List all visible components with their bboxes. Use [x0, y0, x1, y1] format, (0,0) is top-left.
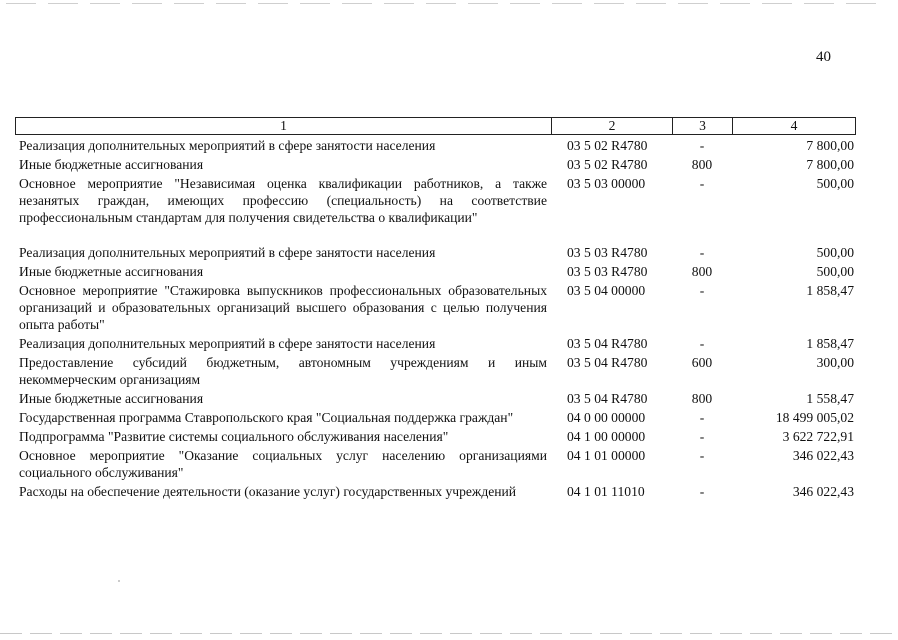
row-amount: 7 800,00: [806, 157, 854, 172]
row-code: 03 5 03 R4780: [567, 264, 648, 279]
row-amount: 3 622 722,91: [782, 429, 854, 444]
row-spacer: [15, 226, 856, 242]
row-amount: 346 022,43: [792, 484, 854, 499]
table-row: [15, 335, 856, 352]
row-name: Подпрограмма "Развитие системы социального обслуживания населения": [19, 429, 449, 444]
row-expense-type: 800: [691, 391, 713, 406]
row-name: Государственная программа Ставропольского края "Социальная поддержка граждан": [19, 410, 514, 425]
row-expense-type: 600: [691, 355, 713, 370]
row-code: 03 5 04 R4780: [567, 355, 648, 370]
table-row: [15, 447, 856, 481]
column-header-4: 4: [790, 118, 798, 133]
table-row: [15, 156, 856, 173]
row-expense-type: -: [699, 138, 705, 153]
row-expense-type: -: [699, 410, 705, 425]
row-code: 03 5 03 00000: [567, 176, 646, 191]
page-number: 40: [816, 49, 831, 65]
row-name: Расходы на обеспечение деятельности (оказание услуг) государственных учреждений: [19, 484, 517, 499]
row-amount: 1 558,47: [806, 391, 854, 406]
row-amount: 500,00: [816, 264, 854, 279]
row-name: Реализация дополнительных мероприятий в сфере занятости населения: [19, 138, 436, 153]
column-header-1: 1: [16, 118, 552, 134]
table-row: [15, 390, 856, 407]
row-amount: 500,00: [816, 245, 854, 260]
row-code: 03 5 02 R4780: [567, 157, 648, 172]
row-name: Иные бюджетные ассигнования: [19, 391, 204, 406]
row-expense-type: -: [699, 283, 705, 298]
row-amount: 500,00: [816, 176, 854, 191]
row-amount: 300,00: [816, 355, 854, 370]
row-expense-type: -: [699, 245, 705, 260]
row-code: 04 1 00 00000: [567, 429, 646, 444]
table-row: [15, 175, 856, 226]
row-expense-type: -: [699, 176, 705, 191]
row-name: Реализация дополнительных мероприятий в сфере занятости населения: [19, 245, 436, 260]
column-header-3: 3: [673, 118, 733, 134]
row-amount: 18 499 005,02: [775, 410, 854, 425]
row-name: Основное мероприятие "Независимая оценка квалификации работников, а также незанятых граждан, имеющих профессию (специальность) на соответствие профессиональным стандартам для получения свидетельства о квалификации": [19, 176, 547, 225]
row-code: 03 5 02 R4780: [567, 138, 648, 153]
table-row: [15, 263, 856, 280]
column-header-2: 2: [552, 118, 673, 134]
table-row: [15, 428, 856, 445]
row-expense-type: 800: [691, 264, 713, 279]
row-name: Иные бюджетные ассигнования: [19, 157, 204, 172]
row-code: 04 1 01 11010: [567, 484, 645, 499]
table-row: [15, 354, 856, 388]
row-expense-type: 800: [691, 157, 713, 172]
row-expense-type: -: [699, 448, 705, 463]
row-code: 03 5 03 R4780: [567, 245, 648, 260]
row-code: 03 5 04 R4780: [567, 336, 648, 351]
row-name: Основное мероприятие "Оказание социальных услуг населению организациями социального обслуживания": [19, 448, 547, 480]
table-row: [15, 137, 856, 154]
row-expense-type: -: [699, 484, 705, 499]
scan-artifact-bottom: [0, 633, 898, 634]
row-amount: 346 022,43: [792, 448, 854, 463]
row-name: Реализация дополнительных мероприятий в сфере занятости населения: [19, 336, 436, 351]
row-code: 03 5 04 00000: [567, 283, 646, 298]
row-name: Предоставление субсидий бюджетным, автономным учреждениям и иным некоммерческим организациям: [19, 355, 547, 387]
budget-table: [15, 117, 856, 500]
table-row: [15, 409, 856, 426]
scan-speck: [118, 580, 120, 582]
row-code: 04 1 01 00000: [567, 448, 646, 463]
row-amount: 7 800,00: [806, 138, 854, 153]
table-row: [15, 244, 856, 261]
row-name: Основное мероприятие "Стажировка выпускников профессиональных образовательных организаций и образовательных организаций высшего образования с целью получения опыта работы": [19, 283, 547, 332]
scan-artifact-top: [6, 3, 886, 4]
row-amount: 1 858,47: [806, 283, 854, 298]
row-name: Иные бюджетные ассигнования: [19, 264, 204, 279]
row-amount: 1 858,47: [806, 336, 854, 351]
row-expense-type: -: [699, 429, 705, 444]
table-header: [15, 117, 856, 135]
table-row: [15, 282, 856, 333]
row-code: 03 5 04 R4780: [567, 391, 648, 406]
row-expense-type: -: [699, 336, 705, 351]
table-row: [15, 483, 856, 500]
row-code: 04 0 00 00000: [567, 410, 646, 425]
